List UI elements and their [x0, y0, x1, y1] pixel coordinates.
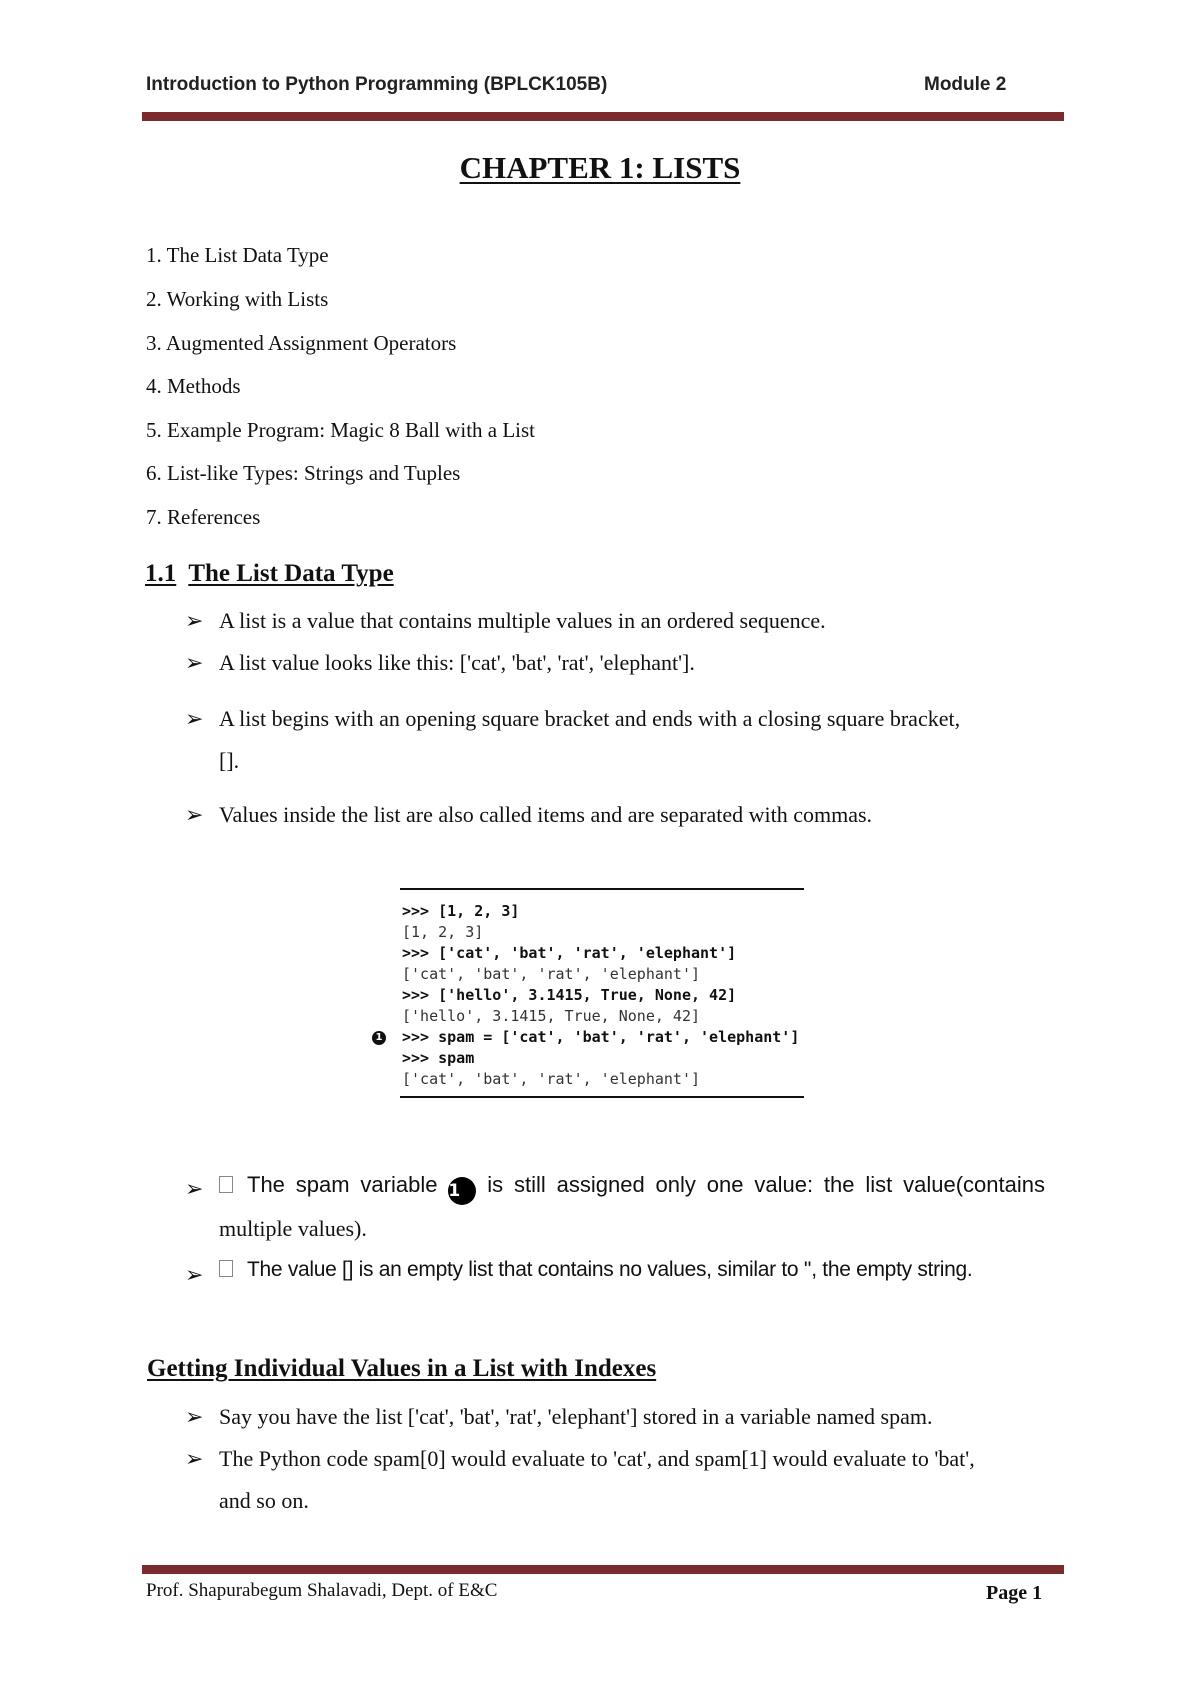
code-bottom-rule [400, 1096, 804, 1098]
code-line: ['cat', 'bat', 'rat', 'elephant'] [402, 965, 701, 983]
spam-note-line-1-continued: multiple values). [219, 1216, 367, 1241]
arrowhead-bullet-icon: ➢ [185, 1176, 204, 1201]
spam-note-text-a: The spam variable [247, 1172, 438, 1197]
spam-note-line-2 [219, 1258, 972, 1282]
arrowhead-bullet-icon: ➢ [185, 608, 204, 633]
code-line: ['cat', 'bat', 'rat', 'elephant'] [402, 1070, 701, 1088]
footer-author: Prof. Shapurabegum Shalavadi, Dept. of E&C [146, 1580, 498, 1601]
arrowhead-bullet-icon: ➢ [185, 650, 204, 675]
section-title: Getting Individual Values in a List with Indexes [147, 1355, 657, 1382]
code-marker-badge: 1 [372, 1031, 386, 1045]
arrowhead-bullet-icon: ➢ [185, 802, 204, 827]
header-module: Module 2 [924, 74, 1007, 95]
section-number: 1.1 [145, 560, 177, 587]
spam-note-text-2: The value [] is an empty list that contains no values, similar to '', the empty string. [247, 1258, 973, 1281]
bullet-text: A list is a value that contains multiple values in an ordered sequence. [219, 608, 826, 633]
arrowhead-bullet-icon: ➢ [185, 1446, 204, 1471]
toc-item-4: 4. Methods [146, 374, 241, 398]
toc-item-7: 7. References [146, 505, 261, 529]
code-line: [1, 2, 3] [402, 923, 484, 941]
toc-item-3: 3. Augmented Assignment Operators [146, 331, 457, 355]
code-example [372, 888, 804, 1100]
arrowhead-bullet-icon: ➢ [185, 1262, 204, 1287]
chapter-title: CHAPTER 1: LISTS [459, 150, 741, 185]
footer-rule [142, 1565, 1064, 1574]
toc-item-1: 1. The List Data Type [146, 243, 329, 267]
code-line: >>> ['cat', 'bat', 'rat', 'elephant'] [402, 944, 737, 962]
missing-glyph-box-icon [219, 1260, 233, 1277]
header-rule [142, 112, 1064, 121]
toc-item-2: 2. Working with Lists [146, 287, 329, 311]
arrowhead-bullet-icon: ➢ [185, 1404, 204, 1429]
code-line: >>> ['hello', 3.1415, True, None, 42] [402, 986, 737, 1004]
section-title: The List Data Type [188, 560, 394, 587]
bullet-text-continued: and so on. [219, 1488, 309, 1513]
page-number: Page 1 [986, 1582, 1043, 1604]
code-line: ['hello', 3.1415, True, None, 42] [402, 1007, 701, 1025]
bullet-text: The Python code spam[0] would evaluate to 'cat', and spam[1] would evaluate to 'bat', [219, 1446, 975, 1471]
section-heading-indexes [147, 1355, 656, 1383]
arrowhead-bullet-icon: ➢ [185, 706, 204, 731]
spam-note-line-1 [219, 1172, 1045, 1205]
bullet-text: A list begins with an opening square bracket and ends with a closing square bracket, [219, 706, 961, 731]
code-line: >>> spam [402, 1049, 475, 1067]
toc-item-6: 6. List-like Types: Strings and Tuples [146, 461, 461, 485]
bullet-text: A list value looks like this: ['cat', 'bat', 'rat', 'elephant']. [219, 650, 695, 675]
missing-glyph-box-icon [219, 1176, 233, 1193]
code-top-rule [400, 888, 804, 890]
section-heading-1-1 [145, 560, 394, 588]
code-line: >>> spam = ['cat', 'bat', 'rat', 'elephant'] [402, 1028, 800, 1046]
code-line: >>> [1, 2, 3] [402, 902, 520, 920]
header-course-title: Introduction to Python Programming (BPLCK105B) [146, 74, 608, 95]
toc-item-5: 5. Example Program: Magic 8 Ball with a List [146, 418, 536, 442]
spam-note-text-b: is still assigned only one value: the list value(contains [487, 1172, 1045, 1197]
numbered-marker-badge: 1 [448, 1177, 476, 1205]
bullet-text: Values inside the list are also called items and are separated with commas. [219, 802, 873, 827]
bullet-text-continued: []. [219, 748, 240, 773]
bullet-text: Say you have the list ['cat', 'bat', 'rat', 'elephant'] stored in a variable named spam. [219, 1404, 933, 1429]
